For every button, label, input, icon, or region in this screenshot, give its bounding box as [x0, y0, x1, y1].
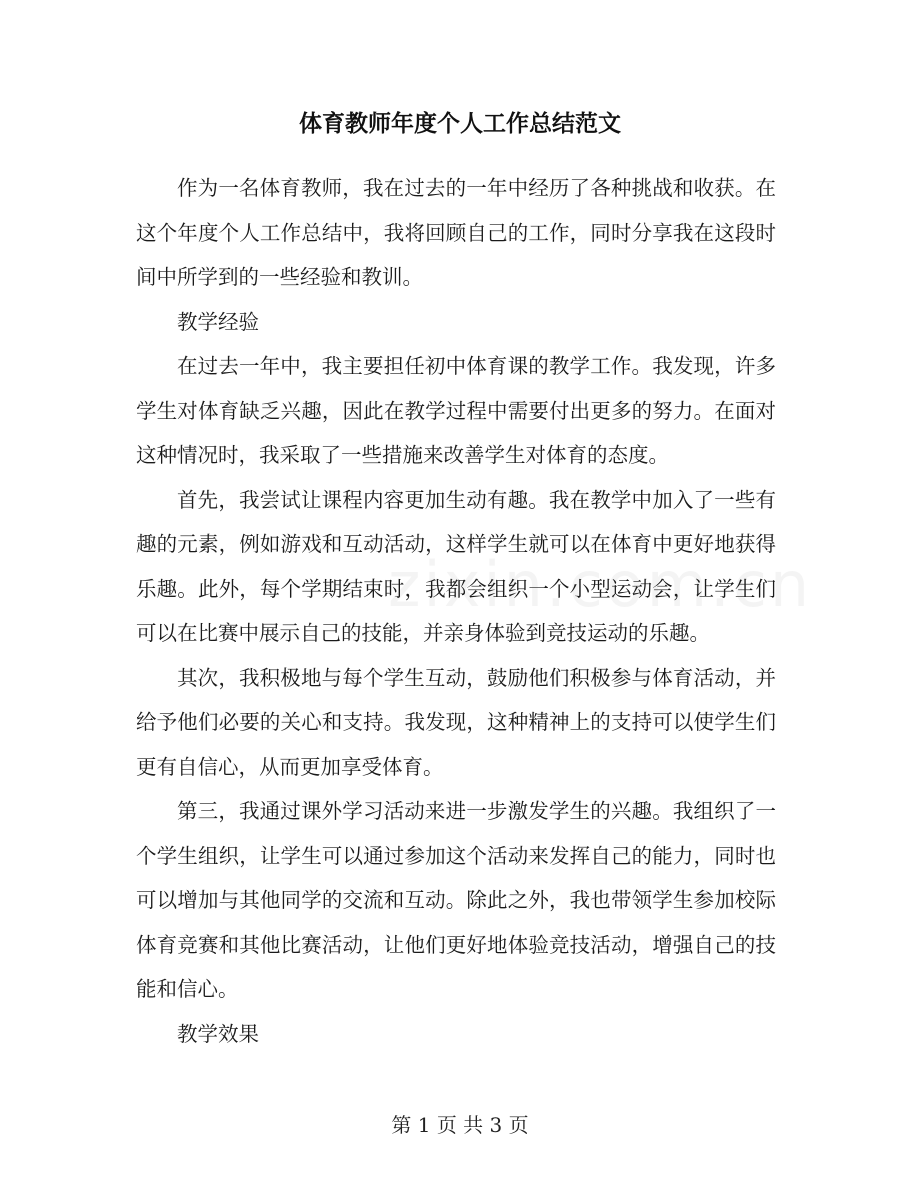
paragraph-third-measure: 第三，我通过课外学习活动来进一步激发学生的兴趣。我组织了一个学生组织，让学生可以通过参加这个活动来发挥自己的能力，同时也可以增加与其他同学的交流和互动。除此之外，我也带领学生参加校际体育竞赛和其他比赛活动，让他们更好地体验竞技活动，增强自己的技能和信心。: [136, 799, 776, 1001]
paragraph-intro: 作为一名体育教师，我在过去的一年中经历了各种挑战和收获。在这个年度个人工作总结中，我将回顾自己的工作，同时分享我在这段时间中所学到的一些经验和教训。: [136, 176, 776, 289]
document-body: [136, 166, 776, 1056]
section-heading-teaching-experience: 教学经验: [177, 309, 259, 334]
section-heading-teaching-results: 教学效果: [177, 1021, 259, 1046]
paragraph-teaching-overview: 在过去一年中，我主要担任初中体育课的教学工作。我发现，许多学生对体育缺乏兴趣，因此在教学过程中需要付出更多的努力。在面对这种情况时，我采取了一些措施来改善学生对体育的态度。: [136, 354, 776, 467]
document-title: 体育教师年度个人工作总结范文: [299, 111, 621, 137]
paragraph-first-measure: 首先，我尝试让课程内容更加生动有趣。我在教学中加入了一些有趣的元素，例如游戏和互动活动，这样学生就可以在体育中更好地获得乐趣。此外，每个学期结束时，我都会组织一个小型运动会，让学生们可以在比赛中展示自己的技能，并亲身体验到竞技运动的乐趣。: [136, 487, 776, 645]
page-footer: 第 1 页 共 3 页: [391, 1113, 529, 1137]
paragraph-second-measure: 其次，我积极地与每个学生互动，鼓励他们积极参与体育活动，并给予他们必要的关心和支持。我发现，这种精神上的支持可以使学生们更有自信心，从而更加享受体育。: [136, 665, 776, 779]
